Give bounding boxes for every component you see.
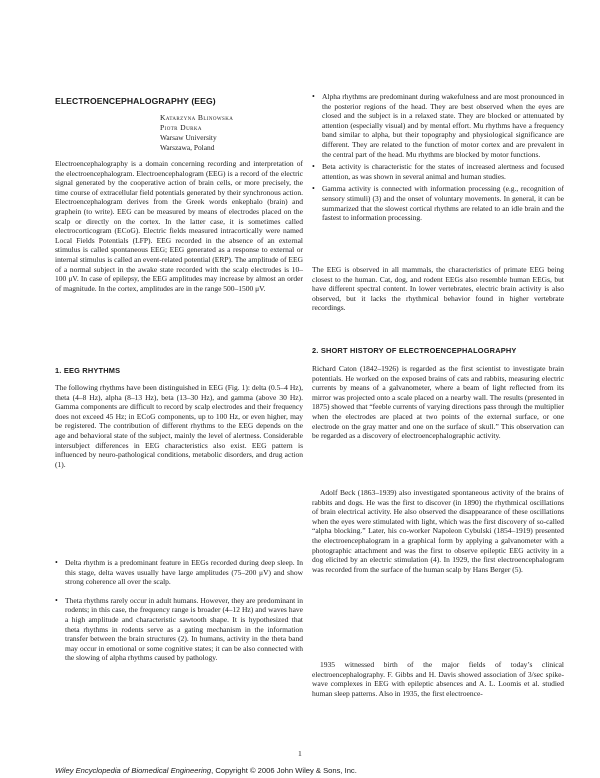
- bullet-text-alpha: Alpha rhythms are predominant during wakefulness and are most pronounced in the posterior regions of the head. They are best observed when the eyes are closed and the subject is in a relaxed state. They are blocked or attenuated by attention (especially visual) and by mental effort. Mu rhythms have a frequency band similar to alpha, but their topography and physiological significance are different. They are related to the function of motor cortex and are prevalent in the central part of the head. Mu rhythms are blocked by motor functions.: [322, 92, 564, 159]
- rhythm-bullet-list-continued: [312, 92, 564, 223]
- bullet-icon: •: [312, 162, 315, 172]
- section-heading-eeg-rhythms: 1. EEG RHYTHMS: [55, 366, 121, 375]
- list-item: [55, 596, 303, 663]
- page-footer: [55, 766, 357, 775]
- history-paragraph-1935: 1935 witnessed birth of the major fields of today’s clinical electroencephalography. F. Gibbs and H. Davis showed association of 3/sec spike-wave complexes in EEG with epileptic absences and A. L. Loomis et al. studied human sleep patterns. Also in 1935, the first electroence-: [312, 660, 564, 698]
- footer-copyright: , Copyright © 2006 John Wiley & Sons, Inc.: [211, 766, 357, 775]
- rhythm-bullet-list: [55, 558, 303, 663]
- history-paragraph-caton: Richard Caton (1842–1926) is regarded as the first scientist to investigate brain potentials. He worked on the exposed brains of cats and rabbits, measuring electric currents by means of a galvanometer, where a beam of light reflected from its mirror was projected onto a scale placed on a nearby wall. The results (presented in 1875) showed that “feeble currents of varying directions pass through the multiplier when the electrodes are placed at two points of the external surface, or one electrode on the gray matter and one on the surface of skull.” This observation can be regarded as a discovery of electroencephalographic activity.: [312, 364, 564, 441]
- bullet-icon: •: [55, 595, 58, 605]
- article-title: ELECTROENCEPHALOGRAPHY (EEG): [55, 96, 216, 106]
- bullet-text-theta: Theta rhythms rarely occur in adult humans. However, they are predominant in rodents; in this case, the frequency range is broader (4–12 Hz) and waves have a high amplitude and characteristic sawtooth shape. It is hypothesized that theta rhythms in rodents serve as a gating mechanism in the information transfer between the brain structures (2). In humans, activity in the theta band may occur in emotional or some cognitive states; it can be also connected with the slowing of alpha rhythms caused by pathology.: [65, 595, 303, 663]
- list-item: [312, 92, 564, 159]
- list-item: [55, 558, 303, 587]
- author-location: Warszawa, Poland: [160, 143, 215, 152]
- section1-paragraph: The following rhythms have been distinguished in EEG (Fig. 1): delta (0.5–4 Hz), theta (4–8 Hz), alpha (8–13 Hz), beta (13–30 Hz), and gamma (above 30 Hz). Gamma components are difficult to record by scalp electrodes and their frequency does not exceed 45 Hz; in ECoG components, up to 100 Hz, or even higher, may be registered. The contribution of different rhythms to the EEG depends on the age and behavioral state of the subject, mainly the level of alertness. Considerable intersubject differences in EEG characteristics also exist. EEG pattern is influenced by neuro-pathological conditions, metabolic disorders, and drug action (1).: [55, 383, 303, 469]
- bullet-text-gamma: Gamma activity is connected with information processing (e.g., recognition of sensory stimuli) (3) and the onset of voluntary movements. In general, it can be summarized that the slowest cortical rhythms are related to an idle brain and the fastest to information processing.: [322, 184, 564, 223]
- history-paragraph-beck: Adolf Beck (1863–1939) also investigated spontaneous activity of the brains of rabbits and dogs. He was the first to discover (in 1890) the rhythmical oscillations of brain electrical activity. He also observed the disappearance of these oscillations when the eyes were stimulated with light, which was the first discovery of so-called “alpha blocking.” Later, his co-worker Napoleon Cybulski (1854–1919) presented the electroencephalogram in a graphical form by applying a galvanometer with a photographic attachment and was the first to observe epileptic EEG activity in a dog elicited by an electric stimulation (4). In 1929, the first electroencephalogram was recorded from the surface of the human scalp by Hans Berger (5).: [312, 488, 564, 574]
- list-item: [312, 184, 564, 222]
- section-heading-history: 2. SHORT HISTORY OF ELECTROENCEPHALOGRAPHY: [312, 346, 517, 355]
- bullet-icon: •: [312, 184, 315, 194]
- bullet-icon: •: [312, 92, 315, 101]
- author-affiliation: Warsaw University: [160, 133, 217, 142]
- bullet-text-delta: Delta rhythm is a predominant feature in EEGs recorded during deep sleep. In this stage, delta waves usually have large amplitudes (75–200 μV) and show strong coherence all over the scalp.: [65, 558, 303, 587]
- author-block: [160, 113, 233, 153]
- footer-publication: Wiley Encyclopedia of Biomedical Engineering: [55, 766, 212, 775]
- intro-paragraph: Electroencephalography is a domain concerning recording and interpretation of the electroencephalogram. Electroencephalogram (EEG) is a record of the electric signal generated by the cooperative action of brain cells, or more precisely, the time course of extracellular field potentials generated by their synchronous action. Electroencephalogram derives from the Greek words enkephalo (brain) and graphein (to write). EEG can be measured by means of electrodes placed on the scalp or directly on the cortex. In the latter case, it is sometimes called electrocorticogram (ECoG). Electric fields measured intracortically were named Local Fields Potentials (LFP). EEG recorded in the absence of an external stimulus is called spontaneous EEG; EEG generated as a response to external or internal stimulus is called an event-related potential (ERP). The amplitude of EEG of a normal subject in the awake state recorded with the scalp electrodes is 10–100 μV. In case of epilepsy, the EEG amplitudes may increase by almost an order of magnitude. In the cortex, amplitudes are in the range 500–1500 μV.: [55, 159, 303, 293]
- page-number: 1: [298, 749, 302, 758]
- author-name: Katarzyna Blinowska: [160, 113, 234, 122]
- bullet-icon: •: [55, 558, 58, 567]
- section1-closing-paragraph: The EEG is observed in all mammals, the characteristics of primate EEG being closest to the human. Cat, dog, and rodent EEGs also resemble human EEGs, but have different spectral content. In lower vertebrates, electric brain activity is also observed, but it lacks the rhythmical behavior found in higher vertebrate recordings.: [312, 265, 564, 313]
- bullet-text-beta: Beta activity is characteristic for the states of increased alertness and focused attention, as was shown in several animal and human studies.: [322, 162, 564, 181]
- list-item: [312, 162, 564, 181]
- author-name: Piotr Durka: [160, 123, 202, 132]
